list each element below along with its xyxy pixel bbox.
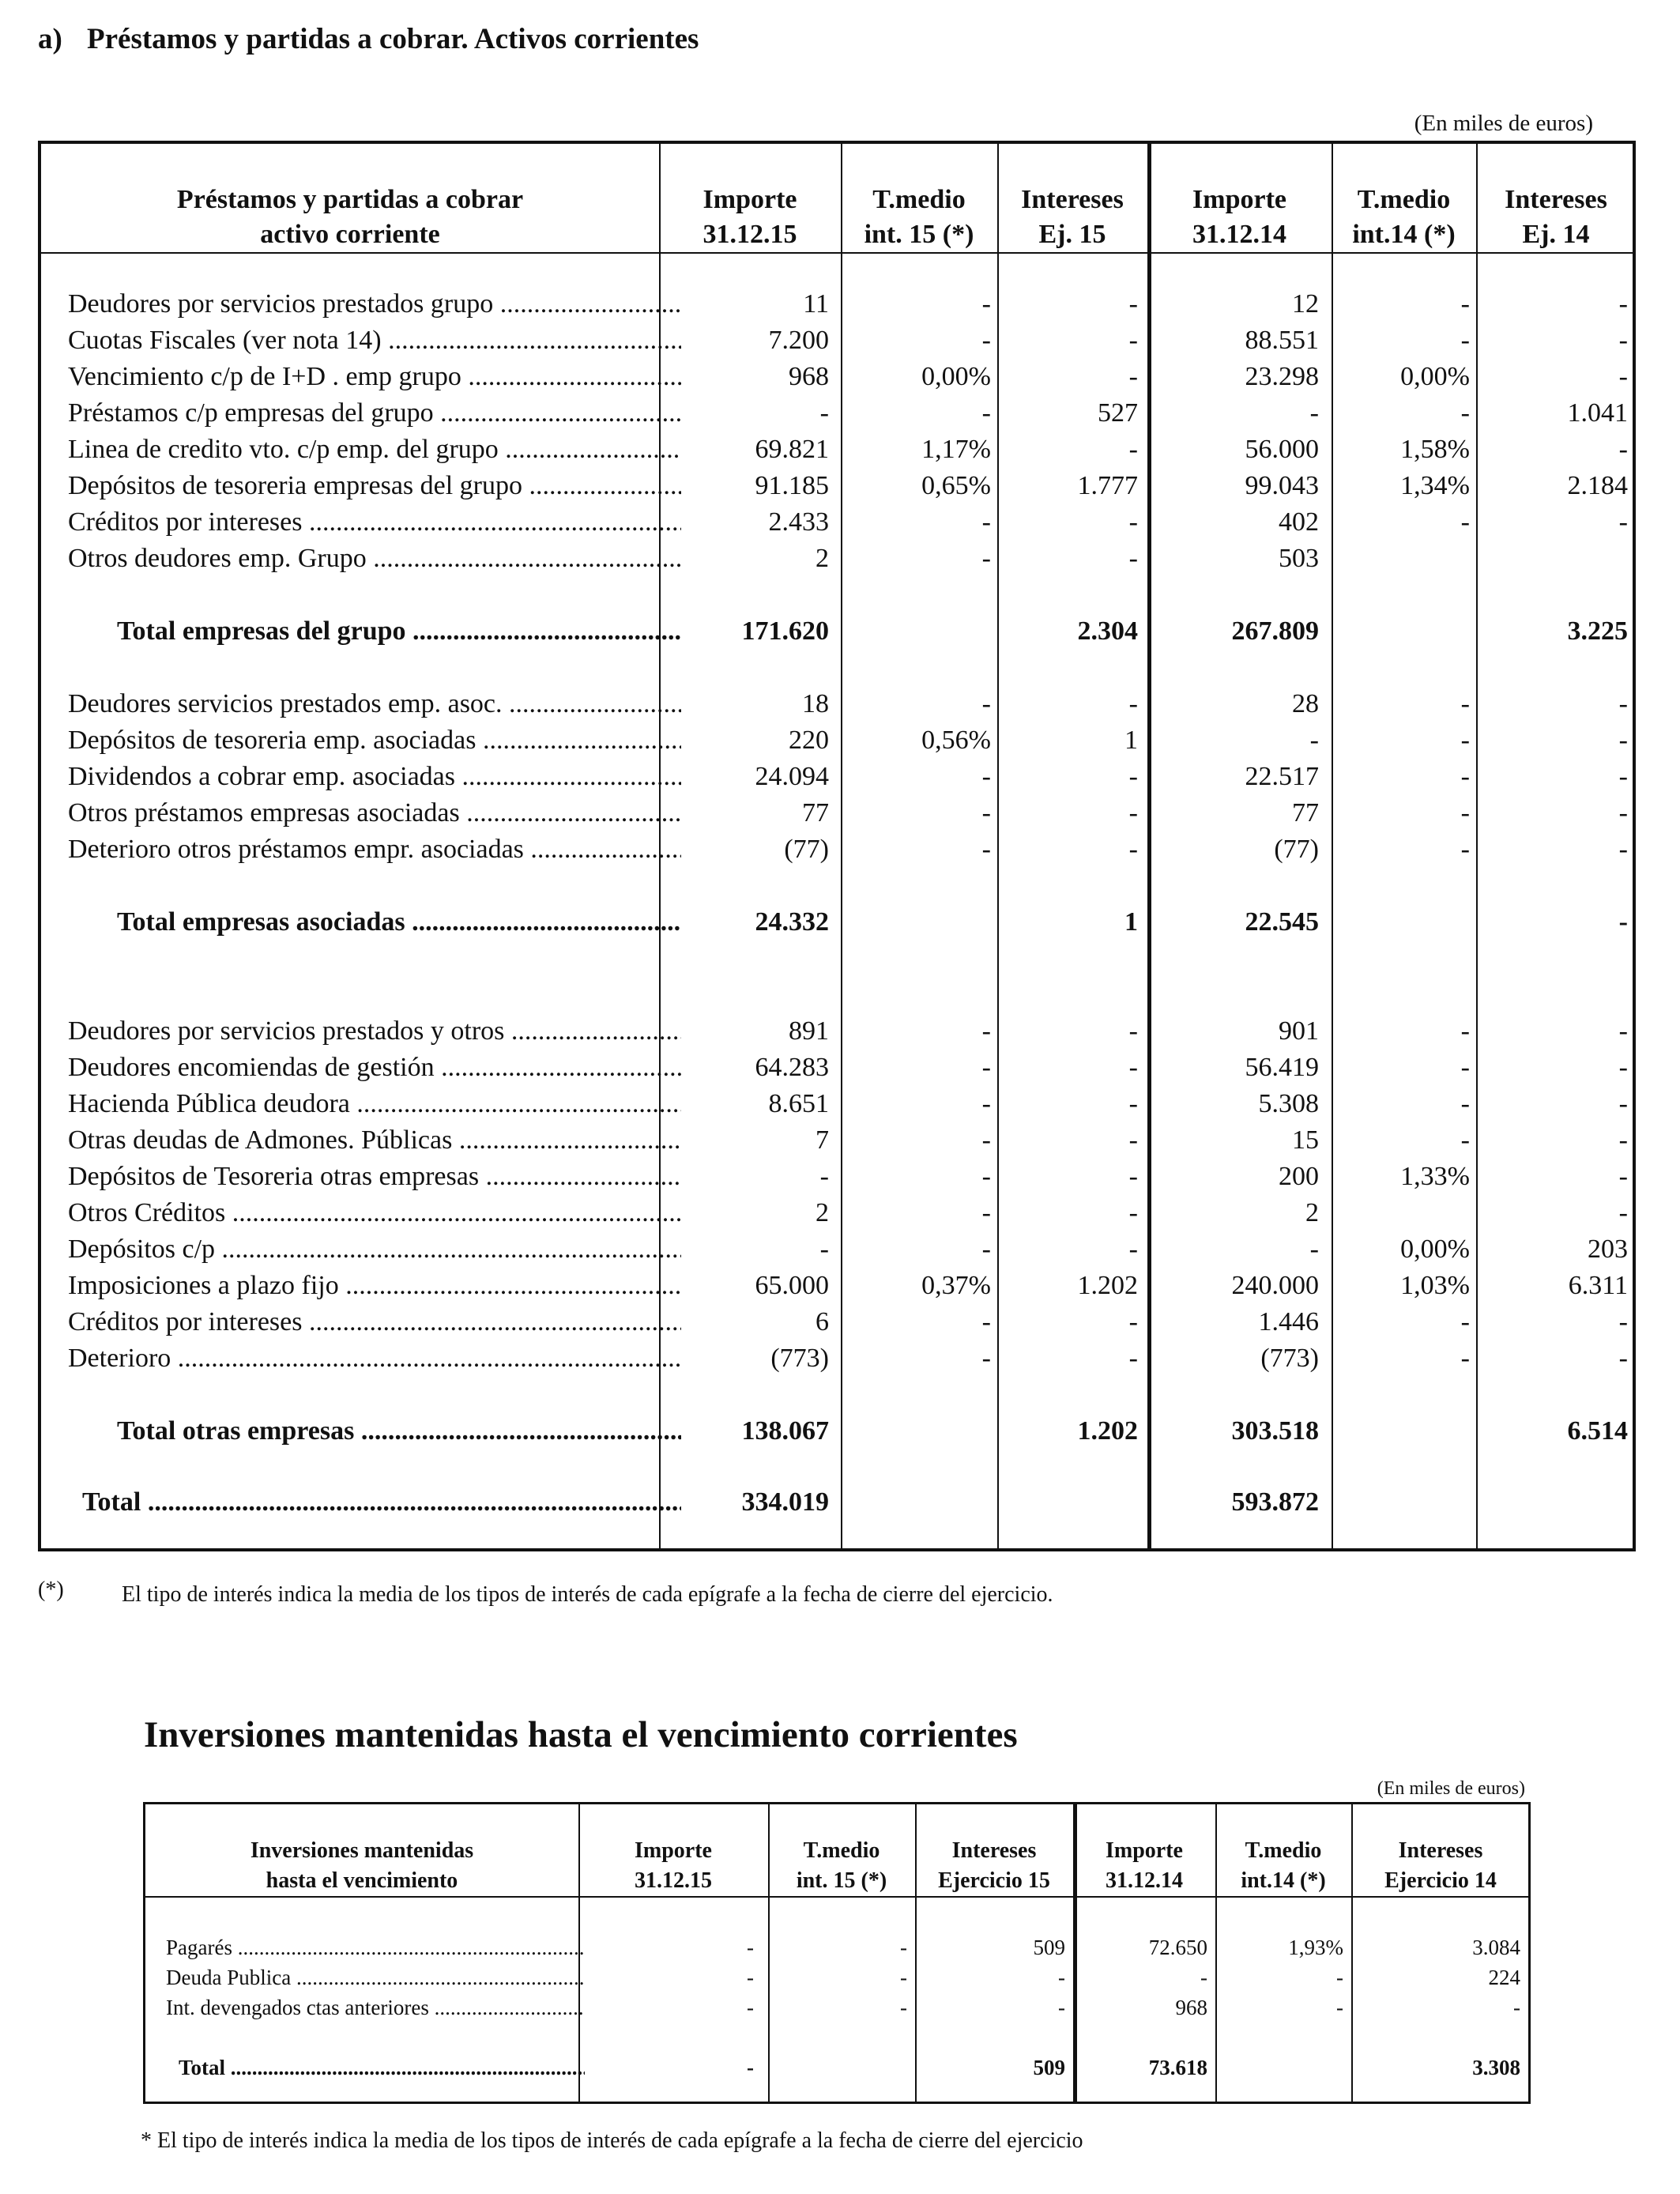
row-label: Créditos por intereses ..... <box>68 507 681 537</box>
table1-value-col-1: 11 <box>803 289 829 319</box>
table1-value-col-5: - <box>1460 289 1470 319</box>
table1-value-col-4: - <box>1309 398 1319 428</box>
table1-value-col-6: 6.311 <box>1568 1271 1628 1300</box>
row-label: Total otras empresas ..... <box>117 1416 681 1446</box>
table1-value-col-2: - <box>981 1089 991 1118</box>
table1-value-col-5: - <box>1460 689 1470 718</box>
table1-value-col-4: 1.446 <box>1258 1307 1319 1336</box>
table1-value-col-1: 891 <box>789 1016 829 1046</box>
table1-value-col-2: - <box>981 835 991 864</box>
row-label: Préstamos c/p empresas del grupo ..... <box>68 398 681 428</box>
table1-value-col-3: - <box>1128 762 1138 791</box>
row-label: Vencimiento c/p de I+D . emp grupo ..... <box>68 362 681 392</box>
table1-header-6-line-0: Intereses <box>1505 185 1607 214</box>
table-row <box>145 1936 1528 1966</box>
table1-value-col-4: 22.517 <box>1245 762 1319 791</box>
total-row <box>145 2056 1528 2086</box>
table2-value-col-4: 73.618 <box>1148 2056 1207 2079</box>
table-row <box>41 544 1633 580</box>
table1-value-col-6: - <box>1618 1089 1628 1118</box>
table1-value-col-2: - <box>981 798 991 827</box>
table1-header-5-line-0: T.medio <box>1357 185 1451 214</box>
row-label: Deudores por servicios prestados y otros ..... <box>68 1016 681 1046</box>
table1-value-col-6: 2.184 <box>1567 471 1628 500</box>
row-label: Otros deudores emp. Grupo ..... <box>68 544 681 574</box>
section-b-title: Inversiones mantenidas hasta el vencimiento corrientes <box>144 1714 1018 1755</box>
section-a-heading <box>38 22 699 56</box>
table1-value-col-3: - <box>1128 507 1138 537</box>
table1-value-col-2: - <box>981 1198 991 1227</box>
table2-value-col-4: 968 <box>1175 1996 1207 2019</box>
row-label: Deuda Publica ..... <box>166 1966 585 1990</box>
table2-value-col-6: - <box>1513 1996 1520 2019</box>
table1-value-col-4: 303.518 <box>1231 1416 1319 1446</box>
total-row <box>41 1416 1633 1453</box>
table1-value-col-3: - <box>1128 326 1138 355</box>
row-label: Hacienda Pública deudora ..... <box>68 1089 681 1119</box>
row-label: Deterioro otros préstamos empr. asociadas ..... <box>68 835 681 865</box>
table1-value-col-4: 593.872 <box>1231 1487 1319 1517</box>
table1-value-col-2: 0,56% <box>921 726 991 755</box>
row-label: Total empresas del grupo ..... <box>117 616 681 647</box>
table2-header-5-line-0: T.medio <box>1245 1838 1322 1863</box>
table1-value-col-6: - <box>1618 289 1628 319</box>
table1-value-col-3: 1 <box>1124 907 1138 937</box>
table2-header-0-line-0: Inversiones mantenidas <box>250 1838 474 1863</box>
section-a-title: Préstamos y partidas a cobrar. Activos corrientes <box>87 23 699 55</box>
table1-value-col-1: 91.185 <box>755 471 829 500</box>
table1-footnote <box>38 1578 1053 1608</box>
table2-header-6 <box>1351 1836 1530 1891</box>
table1-value-col-4: (77) <box>1274 835 1319 864</box>
table1-value-col-6: - <box>1618 726 1628 755</box>
table1-value-col-2: - <box>981 1235 991 1264</box>
table-row <box>41 471 1633 507</box>
table-row <box>41 507 1633 544</box>
table1-value-col-2: - <box>981 1016 991 1046</box>
table-row <box>41 326 1633 362</box>
table2-value-col-3: - <box>1058 1966 1065 1989</box>
table1-value-col-5: - <box>1460 398 1470 428</box>
table1-header-0 <box>41 183 659 249</box>
table-row <box>41 1053 1633 1089</box>
table2-header-5-line-1: int.14 (*) <box>1241 1868 1326 1893</box>
table1-value-col-1: (77) <box>784 835 829 864</box>
table1-units: (En miles de euros) <box>1414 111 1593 136</box>
table1-value-col-3: - <box>1128 1053 1138 1082</box>
table1-value-col-2: - <box>981 1053 991 1082</box>
table1-value-col-4: 2 <box>1305 1198 1319 1227</box>
table-row <box>41 289 1633 326</box>
table-row <box>41 689 1633 726</box>
table2-header-0 <box>145 1836 578 1891</box>
table1-value-col-4: 23.298 <box>1245 362 1319 391</box>
table1-value-col-3: - <box>1128 798 1138 827</box>
table2-value-col-1: - <box>747 1996 754 2019</box>
table1-value-col-1: 69.821 <box>755 435 829 464</box>
table1-value-col-4: 99.043 <box>1245 471 1319 500</box>
table1-value-col-1: 6 <box>816 1307 829 1336</box>
table2-header-2-line-1: int. 15 (*) <box>796 1868 887 1893</box>
table1-value-col-3: - <box>1128 1016 1138 1046</box>
table1-value-col-6: - <box>1618 689 1628 718</box>
table2-header-3 <box>915 1836 1073 1891</box>
table1-value-col-4: 267.809 <box>1231 616 1319 646</box>
table1-value-col-1: - <box>819 398 829 428</box>
table1-value-col-1: 7 <box>816 1125 829 1155</box>
table2-header-4 <box>1073 1836 1215 1891</box>
row-label: Total ..... <box>82 1487 681 1517</box>
table1-header-3 <box>997 183 1147 249</box>
table1-value-col-1: 64.283 <box>755 1053 829 1082</box>
table1-value-col-5: - <box>1460 762 1470 791</box>
table1-value-col-5: - <box>1460 1307 1470 1336</box>
table1-value-col-5: - <box>1460 1016 1470 1046</box>
table1-value-col-5: 0,00% <box>1400 362 1470 391</box>
table2-header-1 <box>578 1836 768 1891</box>
table2-header-3-line-0: Intereses <box>951 1838 1037 1863</box>
table2-units: (En miles de euros) <box>1377 1778 1525 1799</box>
table1-value-col-4: 12 <box>1292 289 1319 319</box>
table1-value-col-3: - <box>1128 1089 1138 1118</box>
table1-value-col-4: 77 <box>1292 798 1319 827</box>
row-label: Total ..... <box>179 2056 585 2080</box>
table2-header-3-line-1: Ejercicio 15 <box>938 1868 1050 1893</box>
table1-value-col-6: - <box>1618 1053 1628 1082</box>
table1-value-col-6: 6.514 <box>1567 1416 1628 1446</box>
table1-value-col-3: 527 <box>1098 398 1138 428</box>
table-row <box>41 1125 1633 1162</box>
table2-value-col-3: 509 <box>1033 2056 1065 2079</box>
table1-value-col-4: - <box>1309 726 1319 755</box>
table1-value-col-4: 240.000 <box>1231 1271 1319 1300</box>
table1-value-col-2: 0,37% <box>921 1271 991 1300</box>
table1-value-col-5: 0,00% <box>1400 1235 1470 1264</box>
table2-header-0-line-1: hasta el vencimiento <box>266 1868 458 1893</box>
table1-value-col-3: - <box>1128 689 1138 718</box>
table1-value-col-2: - <box>981 1344 991 1373</box>
table1-value-col-5: - <box>1460 1344 1470 1373</box>
table2-value-col-6: 3.084 <box>1472 1936 1520 1959</box>
row-label: Linea de credito vto. c/p emp. del grupo ..... <box>68 435 681 465</box>
table1-value-col-6: - <box>1618 435 1628 464</box>
table1-value-col-1: 8.651 <box>768 1089 829 1118</box>
table1-header-1 <box>659 183 841 249</box>
table1-value-col-4: 402 <box>1279 507 1319 537</box>
table1-value-col-5: - <box>1460 1089 1470 1118</box>
table1-value-col-1: - <box>819 1235 829 1264</box>
table1-header-1-line-0: Importe <box>703 185 797 214</box>
table1-value-col-6: - <box>1618 907 1628 937</box>
table1-header-4-line-1: 31.12.14 <box>1192 220 1286 249</box>
table1-value-col-3: - <box>1128 289 1138 319</box>
row-label: Depósitos c/p ..... <box>68 1235 681 1265</box>
row-label: Depósitos de tesoreria empresas del grupo ..... <box>68 471 681 501</box>
table-row <box>41 1344 1633 1380</box>
table1-header-2-line-1: int. 15 (*) <box>864 220 974 249</box>
table1-value-col-2: - <box>981 689 991 718</box>
table1-value-col-2: - <box>981 544 991 573</box>
table1-value-col-1: 2 <box>816 1198 829 1227</box>
row-label: Otros préstamos empresas asociadas ..... <box>68 798 681 828</box>
table1-value-col-5: 1,03% <box>1400 1271 1470 1300</box>
table1-value-col-3: - <box>1128 835 1138 864</box>
table1-value-col-5: - <box>1460 507 1470 537</box>
table1-header-2 <box>841 183 997 249</box>
table1-value-col-6: - <box>1618 362 1628 391</box>
table-row <box>145 1966 1528 1996</box>
table2-value-col-2: - <box>900 1966 907 1989</box>
table2-value-col-2: - <box>900 1936 907 1959</box>
table1-value-col-1: - <box>819 1162 829 1191</box>
table2-value-col-5: - <box>1336 1966 1343 1989</box>
row-label: Int. devengados ctas anteriores ..... <box>166 1996 585 2020</box>
table1-value-col-4: 88.551 <box>1245 326 1319 355</box>
table1-value-col-6: - <box>1618 1162 1628 1191</box>
table2-header-6-line-1: Ejercicio 14 <box>1384 1868 1497 1893</box>
table2-value-col-3: 509 <box>1033 1936 1065 1959</box>
table1-value-col-3: 1.202 <box>1077 1271 1138 1300</box>
table1-value-col-3: - <box>1128 1125 1138 1155</box>
table1-value-col-2: - <box>981 289 991 319</box>
table1-header-3-line-1: Ej. 15 <box>1038 220 1106 249</box>
row-label: Deudores encomiendas de gestión ..... <box>68 1053 681 1083</box>
table1-value-col-2: - <box>981 1307 991 1336</box>
table1-value-col-2: - <box>981 1125 991 1155</box>
table1-value-col-6: 1.041 <box>1567 398 1628 428</box>
table1-value-col-5: - <box>1460 835 1470 864</box>
table1-header-4 <box>1147 183 1332 249</box>
table1-value-col-5: 1,58% <box>1400 435 1470 464</box>
table1-value-col-1: 24.094 <box>755 762 829 791</box>
table1-header-0-line-1: activo corriente <box>260 220 440 249</box>
row-label: Otras deudas de Admones. Públicas ..... <box>68 1125 681 1155</box>
table1-value-col-4: 56.000 <box>1245 435 1319 464</box>
table-row <box>41 1198 1633 1235</box>
row-label: Deterioro ..... <box>68 1344 681 1374</box>
table-row <box>41 1271 1633 1307</box>
table1-value-col-4: 56.419 <box>1245 1053 1319 1082</box>
table2-value-col-5: - <box>1336 1996 1343 2019</box>
table1-value-col-5: - <box>1460 326 1470 355</box>
table2-value-col-6: 3.308 <box>1472 2056 1520 2079</box>
table2-header-1-line-1: 31.12.15 <box>635 1868 712 1893</box>
total-row <box>41 1487 1633 1524</box>
row-label: Imposiciones a plazo fijo ..... <box>68 1271 681 1301</box>
loans-receivables-table <box>38 141 1636 1551</box>
table1-value-col-4: 22.545 <box>1245 907 1319 937</box>
table1-value-col-3: - <box>1128 435 1138 464</box>
table1-value-col-5: - <box>1460 1053 1470 1082</box>
table2-value-col-4: 72.650 <box>1148 1936 1207 1959</box>
table1-header-2-line-0: T.medio <box>872 185 966 214</box>
table1-value-col-5: - <box>1460 798 1470 827</box>
table1-value-col-3: - <box>1128 362 1138 391</box>
table1-value-col-2: 1,17% <box>921 435 991 464</box>
table1-header-5-line-1: int.14 (*) <box>1352 220 1456 249</box>
table-row <box>41 1235 1633 1271</box>
table1-value-col-3: - <box>1128 1162 1138 1191</box>
table1-value-col-3: - <box>1128 544 1138 573</box>
table1-value-col-4: 200 <box>1279 1162 1319 1191</box>
table1-value-col-6: - <box>1618 1016 1628 1046</box>
table1-value-col-6: - <box>1618 507 1628 537</box>
table1-value-col-1: 968 <box>789 362 829 391</box>
table1-value-col-1: 18 <box>802 689 829 718</box>
row-label: Deudores por servicios prestados grupo ..... <box>68 289 681 319</box>
table2-value-col-1: - <box>747 2056 754 2079</box>
table1-value-col-6: - <box>1618 762 1628 791</box>
table-row <box>41 726 1633 762</box>
table1-value-col-4: 28 <box>1292 689 1319 718</box>
table1-value-col-6: 203 <box>1588 1235 1628 1264</box>
table1-value-col-1: 171.620 <box>741 616 829 646</box>
total-row <box>41 907 1633 944</box>
table1-value-col-2: - <box>981 507 991 537</box>
table1-value-col-3: - <box>1128 1198 1138 1227</box>
table1-value-col-3: - <box>1128 1344 1138 1373</box>
table-row <box>41 835 1633 871</box>
table-row <box>41 762 1633 798</box>
table1-value-col-1: 7.200 <box>768 326 829 355</box>
table-row <box>41 1016 1633 1053</box>
row-label: Depósitos de tesoreria emp. asociadas ..... <box>68 726 681 756</box>
section-a-marker: a) <box>38 23 62 55</box>
held-to-maturity-table <box>143 1802 1531 2104</box>
table2-value-col-5: 1,93% <box>1288 1936 1343 1959</box>
table-row <box>41 1307 1633 1344</box>
table1-value-col-5: 1,33% <box>1400 1162 1470 1191</box>
table1-value-col-6: - <box>1618 1198 1628 1227</box>
row-label: Total empresas asociadas ..... <box>117 907 681 937</box>
table1-value-col-3: 1 <box>1124 726 1138 755</box>
table1-value-col-5: 1,34% <box>1400 471 1470 500</box>
table1-value-col-6: - <box>1618 1307 1628 1336</box>
row-label: Créditos por intereses ..... <box>68 1307 681 1337</box>
table1-value-col-4: - <box>1309 1235 1319 1264</box>
row-label: Dividendos a cobrar emp. asociadas ..... <box>68 762 681 792</box>
table2-value-col-6: 224 <box>1488 1966 1520 1989</box>
row-label: Otros Créditos ..... <box>68 1198 681 1228</box>
table1-header-6-line-1: Ej. 14 <box>1522 220 1590 249</box>
table1-value-col-3: 1.202 <box>1077 1416 1138 1446</box>
table1-value-col-4: 5.308 <box>1258 1089 1319 1118</box>
table2-value-col-3: - <box>1058 1996 1065 2019</box>
table-row <box>41 435 1633 471</box>
table1-value-col-1: 220 <box>789 726 829 755</box>
table1-value-col-6: - <box>1618 326 1628 355</box>
table1-value-col-6: - <box>1618 1125 1628 1155</box>
table1-value-col-1: 77 <box>802 798 829 827</box>
table1-header-6 <box>1476 183 1636 249</box>
table1-value-col-1: 138.067 <box>741 1416 829 1446</box>
table1-value-col-4: 901 <box>1279 1016 1319 1046</box>
table1-value-col-5: - <box>1460 726 1470 755</box>
table1-value-col-4: (773) <box>1260 1344 1319 1373</box>
table1-footnote-marker: (*) <box>38 1578 64 1602</box>
table1-value-col-3: 2.304 <box>1077 616 1138 646</box>
table1-header-0-line-0: Préstamos y partidas a cobrar <box>176 185 524 214</box>
table1-header-4-line-0: Importe <box>1192 185 1286 214</box>
table1-value-col-2: - <box>981 326 991 355</box>
table1-value-col-3: 1.777 <box>1077 471 1138 500</box>
table-row <box>145 1996 1528 2026</box>
total-row <box>41 616 1633 653</box>
table1-value-col-6: - <box>1618 1344 1628 1373</box>
table1-value-col-6: - <box>1618 835 1628 864</box>
table1-value-col-1: 24.332 <box>755 907 829 937</box>
table1-footnote-text: El tipo de interés indica la media de los tipos de interés de cada epígrafe a la fecha de cierre del ejercicio. <box>122 1582 1053 1607</box>
table1-value-col-2: - <box>981 762 991 791</box>
table-row <box>41 398 1633 435</box>
table2-header-2 <box>768 1836 915 1891</box>
table1-value-col-1: 65.000 <box>755 1271 829 1300</box>
table1-value-col-2: - <box>981 1162 991 1191</box>
table1-value-col-1: 2 <box>816 544 829 573</box>
table2-value-col-1: - <box>747 1966 754 1989</box>
table1-header-1-line-1: 31.12.15 <box>703 220 797 249</box>
row-label: Depósitos de Tesoreria otras empresas ..... <box>68 1162 681 1192</box>
table1-value-col-3: - <box>1128 1307 1138 1336</box>
table1-value-col-1: (773) <box>770 1344 829 1373</box>
table2-value-col-4: - <box>1200 1966 1207 1989</box>
table1-header-3-line-0: Intereses <box>1021 185 1124 214</box>
row-label: Cuotas Fiscales (ver nota 14) ..... <box>68 326 681 356</box>
table1-value-col-4: 503 <box>1279 544 1319 573</box>
row-label: Pagarés ..... <box>166 1936 585 1960</box>
table2-value-col-1: - <box>747 1936 754 1959</box>
table1-header-5 <box>1332 183 1476 249</box>
table2-header-6-line-0: Intereses <box>1398 1838 1483 1863</box>
table1-value-col-2: - <box>981 398 991 428</box>
table2-footnote: * El tipo de interés indica la media de los tipos de interés de cada epígrafe a la fecha de cierre del ejercicio <box>141 2128 1083 2153</box>
table1-value-col-5: - <box>1460 1125 1470 1155</box>
table1-value-col-1: 334.019 <box>741 1487 829 1517</box>
row-label: Deudores servicios prestados emp. asoc. ..... <box>68 689 681 719</box>
table1-value-col-2: 0,00% <box>921 362 991 391</box>
table2-header-4-line-1: 31.12.14 <box>1106 1868 1183 1893</box>
table2-header-4-line-0: Importe <box>1106 1838 1183 1863</box>
table-row <box>41 798 1633 835</box>
table1-value-col-1: 2.433 <box>768 507 829 537</box>
table2-value-col-2: - <box>900 1996 907 2019</box>
table-row <box>41 1089 1633 1125</box>
table2-header-2-line-0: T.medio <box>803 1838 880 1863</box>
table2-header-1-line-0: Importe <box>635 1838 712 1863</box>
table1-value-col-6: 3.225 <box>1567 616 1628 646</box>
table1-value-col-3: - <box>1128 1235 1138 1264</box>
table2-header-5 <box>1215 1836 1351 1891</box>
table1-value-col-2: 0,65% <box>921 471 991 500</box>
table-row <box>41 1162 1633 1198</box>
table1-value-col-4: 15 <box>1292 1125 1319 1155</box>
table-row <box>41 362 1633 398</box>
table1-value-col-6: - <box>1618 798 1628 827</box>
